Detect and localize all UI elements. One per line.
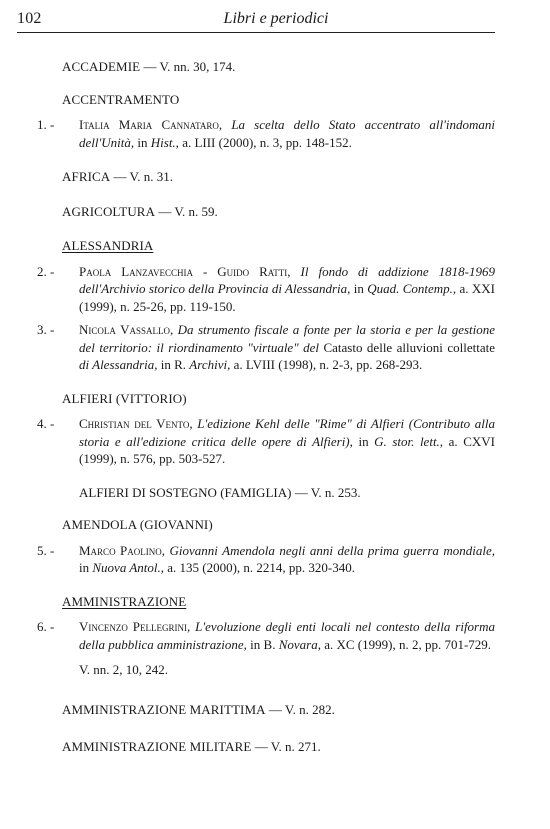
cross-reference: — V. n. 31.	[110, 169, 174, 184]
entry-author: Christian del Vento,	[79, 416, 193, 431]
cross-reference-amministrazione: V. nn. 2, 10, 242.	[79, 662, 168, 677]
entry-journal: G. stor. lett.,	[374, 433, 444, 449]
entry-journal: Novara,	[278, 636, 321, 652]
entry-details: a. XC (1999), n. 2, pp. 701-729.	[320, 636, 492, 652]
entry-3: 3. - Nicola Vassallo, Da strumento fiscale a fonte per la storia e per la gestione del territorio: il riordinamento "virtuale" del Catasto delle alluvioni collettate di Alessandria, in R. Archivi, a. LVIII (1998), n. 2-3, pp. 268-293.	[37, 322, 496, 372]
entry-5: 5. - Marco Paolino, Giovanni Amendola negli anni della prima guerra mondiale, in Nuova Antol., a. 135 (2000), n. 2214, pp. 320-340.	[37, 542, 495, 575]
entry-details: a. 135 (2000), n. 2214, pp. 320-340.	[164, 560, 356, 575]
entry-number: 6. -	[37, 619, 55, 634]
entry-number: 2. -	[37, 263, 55, 279]
bibliography-body	[17, 58, 495, 756]
heading-amministrazione-militare: AMMINISTRAZIONE MILITARE — V. n. 271.	[62, 739, 321, 754]
entry-2: 2. - Paola Lanzavecchia - Guido Ratti, Il fondo di addizione 1818-1969 dell'Archivio storico della Provincia di Alessandria, in Quad. Contemp., a. XXI (1999), n. 25-26, pp. 119-150.	[37, 263, 495, 314]
page-number: 102	[17, 10, 42, 27]
entry-author: Italia Maria Cannataro,	[79, 117, 223, 132]
entry-journal: Archivi,	[189, 357, 231, 372]
entry-details: a. XXI (1999), n. 25-26, pp. 119-150.	[79, 281, 495, 314]
heading-africa: AFRICA — V. n. 31.	[62, 169, 174, 184]
running-title: Libri e periodici	[223, 10, 329, 27]
entry-author: Paola Lanzavecchia - Guido Ratti,	[79, 263, 291, 279]
cross-reference: — V. n. 282.	[265, 701, 335, 717]
entry-6: 6. - Vincenzo Pellegrini, L'evoluzione degli enti locali nel contesto della riforma della pubblica amministrazione, in B. Novara, a. XC (1999), n. 2, pp. 701-729.	[37, 619, 495, 652]
heading-amministrazione-marittima: AMMINISTRAZIONE MARITTIMA — V. n. 282.	[62, 701, 335, 717]
heading-alfieri: ALFIERI (VITTORIO)	[62, 390, 187, 406]
entry-journal: Nuova Antol.,	[92, 560, 164, 575]
entry-4: 4. - Christian del Vento, L'edizione Kehl delle "Rime" di Alfieri (Contributo alla storia e all'edizione critica delle opere di Alfieri), in G. stor. lett., a. CXVI (1999), n. 576, pp. 503-527.	[37, 416, 495, 466]
heading-accentramento: ACCENTRAMENTO	[62, 91, 180, 107]
entry-title: Il fondo di addizione 1818-1969 dell'Archivio storico della Provincia di Alessandria,	[79, 263, 495, 296]
heading-agricoltura: AGRICOLTURA — V. n. 59.	[62, 203, 218, 219]
entry-title: L'evoluzione degli enti locali nel contesto della riforma della pubblica amministrazione,	[79, 619, 495, 652]
cross-reference: — V. n. 253.	[291, 484, 361, 500]
entry-journal: Quad. Contemp.,	[367, 281, 457, 296]
entry-title-continued: di Alessandria,	[79, 357, 158, 372]
entry-title: Da strumento fiscale a fonte per la storia e per la gestione del territorio: il riordinamento "virtuale" del	[79, 322, 496, 355]
entry-author: Nicola Vassallo,	[79, 322, 174, 337]
entry-title: La scelta dello Stato accentrato all'indomani dell'Unità,	[79, 117, 496, 150]
entry-details: a. LIII (2000), n. 3, pp. 148-152.	[178, 134, 352, 150]
entry-title: Giovanni Amendola negli anni della prima guerra mondiale,	[169, 542, 495, 558]
entry-details: a. LVIII (1998), n. 2-3, pp. 268-293.	[230, 357, 423, 372]
heading-amministrazione: AMMINISTRAZIONE	[62, 593, 187, 609]
cross-reference: — V. nn. 30, 174.	[140, 59, 236, 74]
heading-alessandria: ALESSANDRIA	[62, 238, 154, 253]
heading-alfieri-di-sostegno: ALFIERI DI SOSTEGNO (FAMIGLIA) — V. n. 253.	[79, 484, 361, 500]
entry-number: 4. -	[37, 416, 55, 431]
entry-author: Marco Paolino,	[79, 542, 166, 558]
heading-accademie: ACCADEMIE — V. nn. 30, 174.	[62, 59, 236, 74]
entry-1: 1. - Italia Maria Cannataro, La scelta dello Stato accentrato all'indomani dell'Unità, in Hist., a. LIII (2000), n. 3, pp. 148-152.	[37, 117, 496, 150]
entry-number: 1. -	[37, 117, 55, 132]
cross-reference: — V. n. 271.	[251, 739, 321, 754]
entry-author: Vincenzo Pellegrini,	[79, 619, 191, 634]
entry-number: 5. -	[37, 542, 55, 558]
entry-details: a. CXVI (1999), n. 576, pp. 503-527.	[79, 433, 495, 466]
cross-reference: — V. n. 59.	[155, 203, 218, 219]
heading-amendola: AMENDOLA (GIOVANNI)	[62, 517, 213, 532]
entry-number: 3. -	[37, 322, 55, 337]
entry-title: L'edizione Kehl delle "Rime" di Alfieri (Contributo alla storia e all'edizione critica delle opere di Alfieri),	[79, 416, 495, 449]
entry-journal: Hist.,	[150, 134, 179, 150]
page-header	[17, 8, 495, 33]
